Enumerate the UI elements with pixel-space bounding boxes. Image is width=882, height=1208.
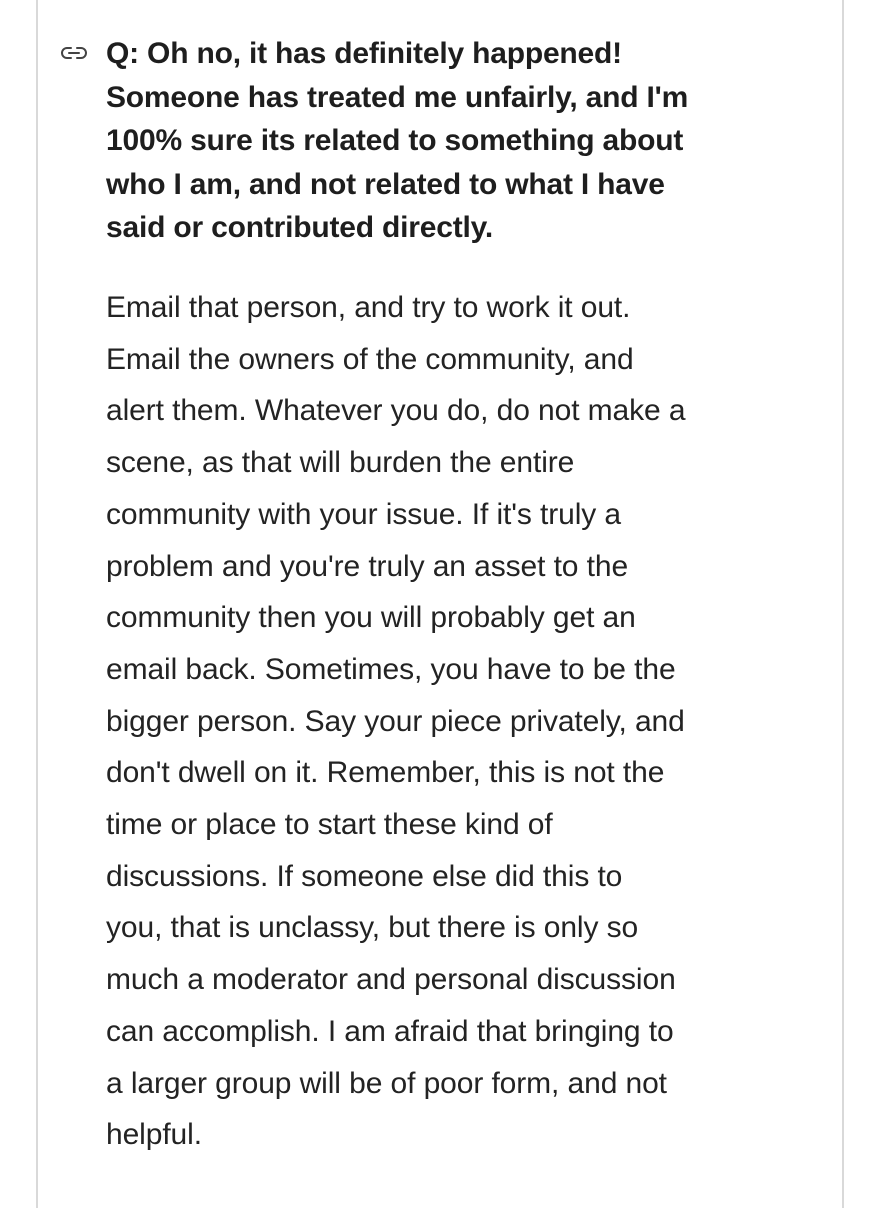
answer-line: can accomplish. I am afraid that bringing to: [106, 1014, 674, 1048]
question-line: said or contributed directly.: [106, 211, 494, 244]
answer-line: problem and you're truly an asset to the: [106, 549, 629, 583]
question-line: Q: Oh no, it has definitely happened!: [106, 37, 622, 70]
question-line: who I am, and not related to what I have: [106, 167, 665, 201]
answer-line: helpful.: [106, 1118, 202, 1152]
question-heading: [106, 32, 688, 250]
answer-line: discussions. If someone else did this to: [106, 859, 623, 893]
answer-line: scene, as that will burden the entire: [106, 446, 575, 480]
answer-line: don't dwell on it. Remember, this is not the: [106, 756, 665, 790]
answer-line: bigger person. Say your piece privately, and: [106, 704, 685, 738]
answer-line: community with your issue. If it's truly a: [106, 497, 622, 531]
question-line: Someone has treated me unfairly, and I'm: [106, 80, 689, 114]
answer-line: Email that person, and try to work it out.: [106, 291, 631, 324]
answer-line: much a moderator and personal discussion: [106, 963, 676, 997]
faq-answer: [106, 282, 796, 1161]
answer-line: Email the owners of the community, and: [106, 342, 634, 376]
answer-line: a larger group will be of poor form, and not: [106, 1066, 667, 1100]
faq-question: [70, 32, 770, 250]
answer-line: time or place to start these kind of: [106, 808, 553, 842]
answer-line: email back. Sometimes, you have to be the: [106, 652, 676, 686]
link-icon[interactable]: [60, 42, 88, 64]
question-line: 100% sure its related to something about: [106, 124, 684, 157]
answer-line: community then you will probably get an: [106, 601, 636, 635]
answer-line: you, that is unclassy, but there is only so: [106, 911, 639, 945]
answer-line: alert them. Whatever you do, do not make a: [106, 394, 686, 428]
